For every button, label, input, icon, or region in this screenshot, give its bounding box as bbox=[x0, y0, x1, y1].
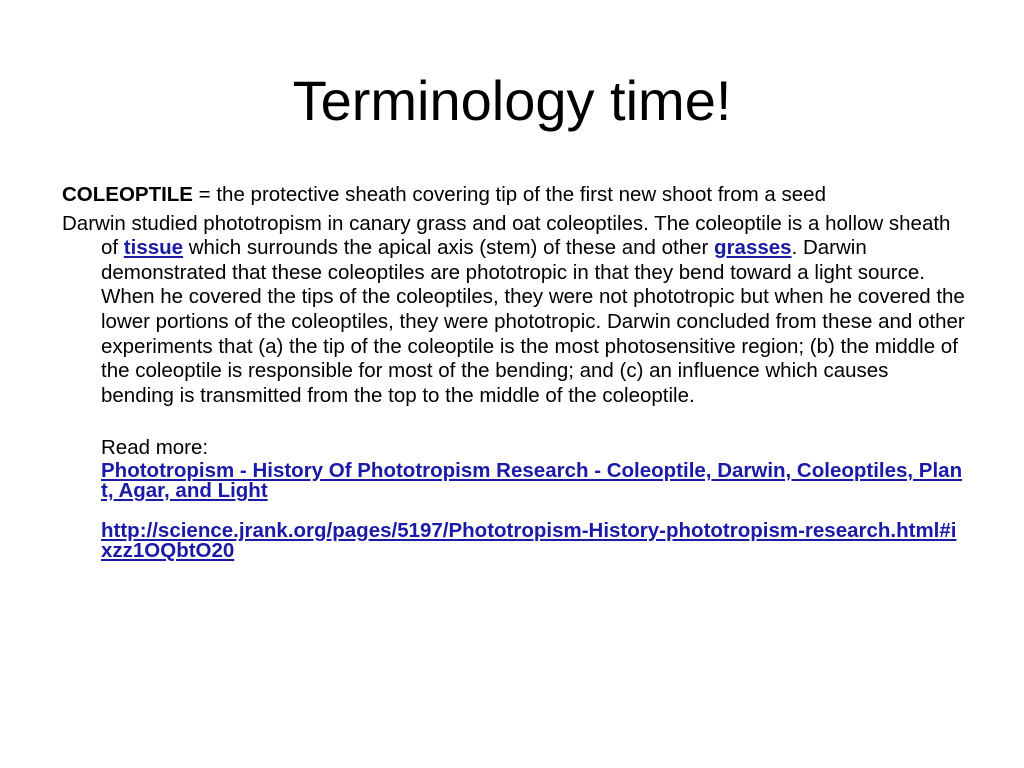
paragraph-text-3: . Darwin demonstrated that these coleoptiles are phototropic in that they bend toward a light source. When he covered the tips of the coleoptiles, they were not phototropic but when he covered the lower portions of the coleoptiles, they were phototropic. Darwin concluded from these and other experiments that (a) the tip of the coleoptile is the most photosensitive region; (b) the middle of the coleoptile is responsible for most of the bending; and (c) an influence which causes bending is transmitted from the top to the middle of the coleoptile. bbox=[101, 236, 965, 407]
tissue-link[interactable]: tissue bbox=[123, 236, 184, 260]
read-more-section bbox=[62, 412, 967, 561]
slide-body bbox=[62, 183, 967, 561]
read-more-url-link[interactable]: http://science.jrank.org/pages/5197/Phototropism-History-phototropism-research.html#ixzz1OQbtO20 bbox=[101, 518, 957, 562]
definition-line bbox=[62, 183, 967, 208]
darwin-paragraph bbox=[62, 212, 967, 409]
spacer bbox=[101, 501, 967, 521]
slide-title: Terminology time! bbox=[292, 69, 732, 132]
paragraph-text-2: which surrounds the apical axis (stem) of these and other bbox=[183, 236, 715, 260]
grasses-link[interactable]: grasses bbox=[714, 236, 792, 260]
read-more-title-link[interactable]: Phototropism - History Of Phototropism Research - Coleoptile, Darwin, Coleoptiles, Plant, Agar, and Light bbox=[101, 458, 963, 502]
paragraph-text-1: Darwin studied phototropism in canary grass and oat coleoptiles. The coleoptile is a hollow sheath of bbox=[62, 211, 951, 260]
definition-text: = the protective sheath covering tip of the first new shoot from a seed bbox=[192, 183, 826, 206]
read-more-label: Read more: bbox=[101, 436, 209, 460]
definition-term: COLEOPTILE bbox=[62, 183, 193, 206]
spacer bbox=[101, 412, 967, 436]
